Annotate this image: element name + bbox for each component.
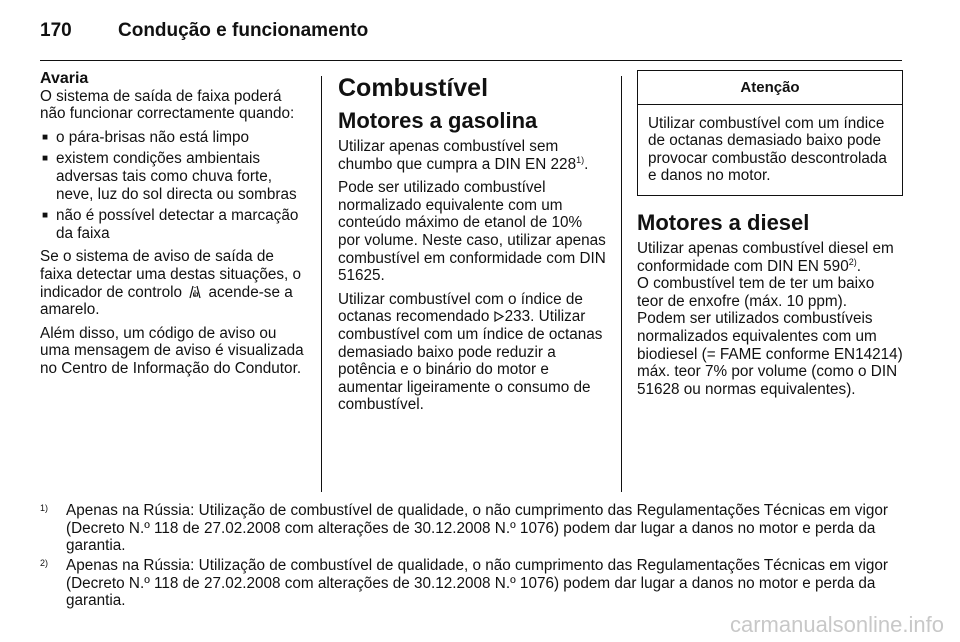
list-item: ■ o pára-brisas não está limpo — [40, 129, 308, 147]
diesel-paragraph-2: O combustível tem de ter um baixo teor de enxofre (máx. 10 ppm). — [637, 275, 875, 310]
arrow-ref-icon — [494, 311, 505, 322]
paragraph-text: . — [584, 155, 589, 173]
paragraph-text: . — [856, 257, 861, 275]
fault-heading: Avaria — [40, 70, 89, 87]
column-right — [637, 70, 903, 404]
lane-departure-icon — [188, 285, 202, 299]
diesel-paragraph-3: Podem ser utilizados combustíveis normalizados equivalentes com um biodiesel (= FAME conforme EN14214) máx. teor 7% por volume (como o DIN 51628 ou normas equivalentes). — [637, 310, 903, 398]
paragraph-text: Utilizar apenas combustível diesel em conformidade com DIN EN 590 — [637, 239, 894, 275]
column-divider-2 — [621, 76, 622, 492]
page-header — [40, 20, 368, 42]
warning-text: Utilizar combustível com um índice de octanas demasiado baixo pode provocar combustão descontrolada e danos no motor. — [648, 114, 887, 185]
page-reference-link[interactable]: 233 — [504, 308, 531, 326]
petrol-paragraph-1 — [338, 138, 606, 173]
fault-intro: O sistema de saída de faixa poderá não funcionar correctamente quando: — [40, 87, 295, 123]
footnote-ref[interactable]: 2) — [848, 256, 857, 267]
watermark: carmanualsonline.info — [729, 612, 944, 637]
subsection-title-petrol: Motores a gasolina — [338, 108, 538, 133]
page-title: Condução e funcionamento — [118, 20, 369, 41]
footnote-1 — [40, 502, 900, 555]
column-divider-1 — [321, 76, 322, 492]
paragraph-text: Se o sistema de aviso de saída de faixa detectar uma destas situações, o indicador de controlo — [40, 248, 302, 301]
footnote-text: Apenas na Rússia: Utilização de combustível de qualidade, o não cumprimento das Regulamentações Técnicas em vigor (Decreto N.º 118 de 27.02.2008 com alterações de 30.12.2008 N.º 1076) podem dar lugar a danos no motor e perda da garantia. — [66, 557, 888, 610]
paragraph-text: Utilizar combustível com o índice de octanas recomendado — [338, 290, 583, 326]
warning-title: Atenção — [638, 71, 902, 105]
footnote-text: Apenas na Rússia: Utilização de combustível de qualidade, o não cumprimento das Regulamentações Técnicas em vigor (Decreto N.º 118 de 27.02.2008 com alterações de 30.12.2008 N.º 1076) podem dar lugar a danos no motor e perda da garantia. — [66, 502, 888, 555]
section-title: Combustível — [338, 74, 489, 102]
paragraph-text: acende-se a amarelo. — [40, 283, 293, 319]
column-middle — [338, 70, 606, 420]
paragraph-text: . Utilizar combustível com um índice de octanas demasiado baixo pode reduzir a potência e o binário do motor e aumentar ligeiramente o consumo de combustível. — [338, 308, 603, 414]
list-item: ■ não é possível detectar a marcação da faixa — [40, 207, 308, 242]
subsection-title-diesel: Motores a diesel — [637, 209, 810, 235]
list-item: ■ existem condições ambientais adversas tais como chuva forte, neve, luz do sol directa ou sombras — [40, 150, 308, 203]
petrol-paragraph-3 — [338, 291, 606, 414]
control-indicator-paragraph — [40, 248, 308, 318]
footnote-marker: 1) — [40, 503, 49, 513]
fault-conditions-list — [40, 129, 308, 243]
footnote-2 — [40, 557, 900, 610]
warning-box — [637, 70, 903, 196]
diesel-paragraph-1 — [637, 240, 903, 275]
footnote-ref[interactable]: 1) — [576, 154, 585, 165]
header-rule — [40, 60, 902, 61]
warning-code-paragraph: Além disso, um código de aviso ou uma mensagem de aviso é visualizada no Centro de Informação do Condutor. — [40, 324, 304, 377]
paragraph-text: Utilizar apenas combustível sem chumbo que cumpra a DIN EN 228 — [338, 138, 577, 173]
page-number: 170 — [40, 20, 72, 41]
column-left — [40, 70, 308, 384]
petrol-paragraph-2: Pode ser utilizado combustível normalizado equivalente com um conteúdo máximo de etanol de 10% por volume. Neste caso, utilizar apenas combustível em conformidade com DIN 51625. — [338, 179, 606, 285]
footnote-marker: 2) — [40, 558, 49, 568]
